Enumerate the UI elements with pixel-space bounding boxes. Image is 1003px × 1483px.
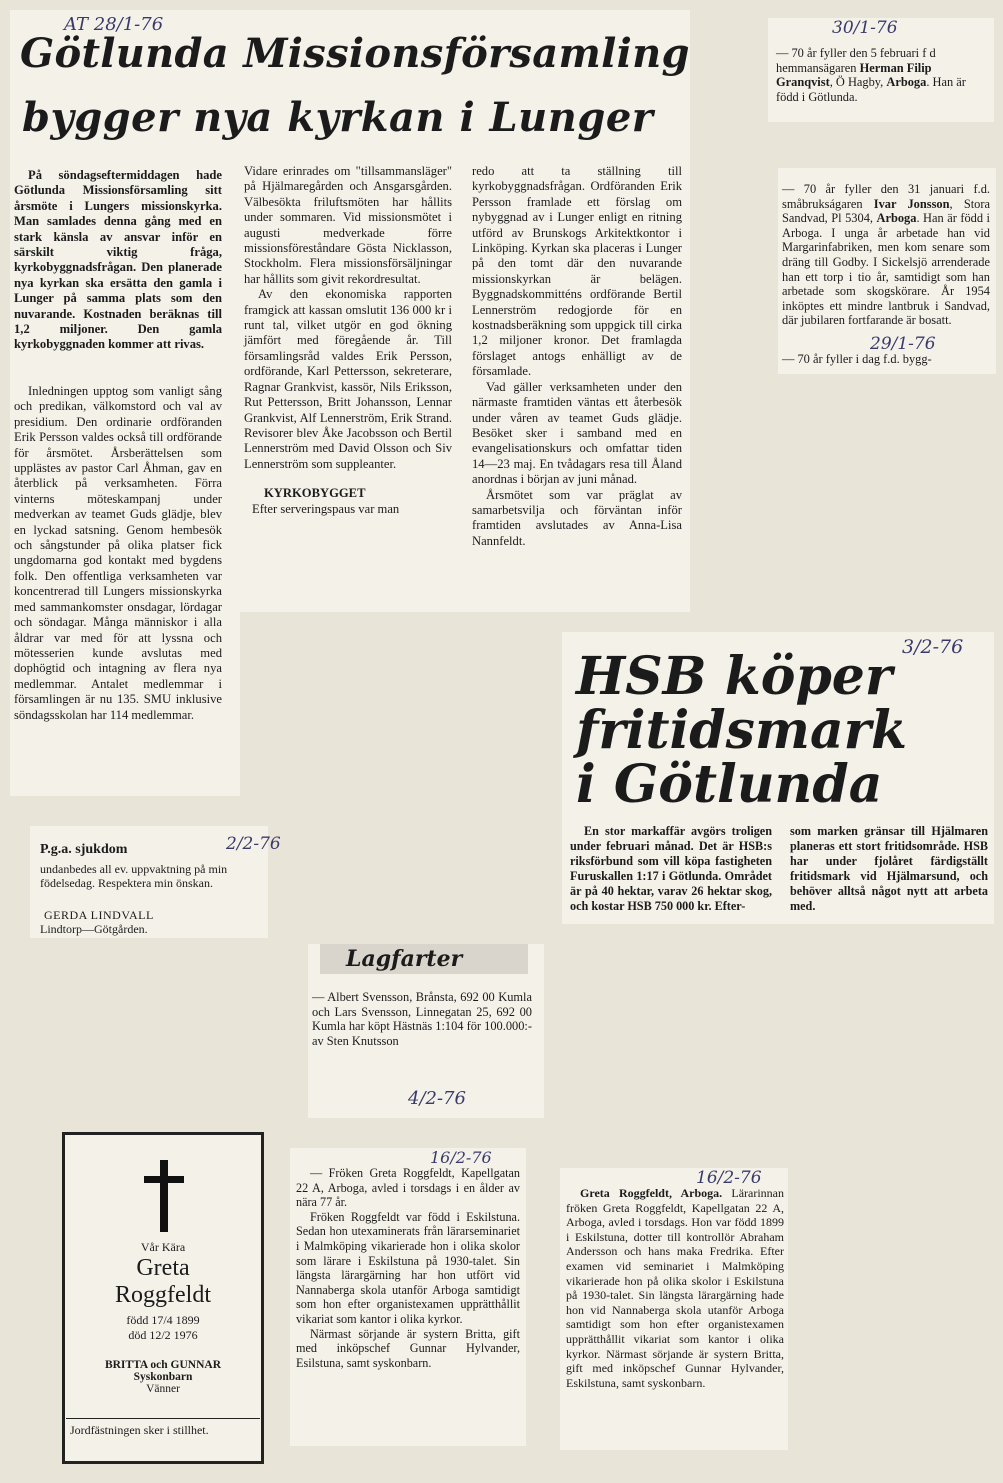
lagfarter-heading: Lagfarter [346,946,463,972]
death-notice-content [65,1236,261,1395]
sjukdom-heading: P.g.a. sjukdom [40,842,128,857]
sjukdom-signature: GERDA LINDVALL [44,908,154,922]
mission-col3a-text: redo att ta ställning till kyrkobyggnadsfrågan. Ordföranden Erik Persson framlade ett förslag om nybyggnad av i Lunger enligt en ritning utförd av Brunskogs Arkitektkontor i Linköping. Kyrkan ska placeras i Lunger på den tomt där den nuvarande missionskyrkan är belägen. Byggnadskommitténs ordförande Bertil Lennerström redogjorde för en kostnadsberäkning som uppgick till cirka 1,2 miljoner kronor. Det framlagda förslaget antogs enhälligt av de församlade. [472,164,682,379]
date-note-lagfarter: 4/2-76 [408,1088,466,1109]
date-note-jonsson: 29/1-76 [870,334,936,354]
hsb-col2-text: som marken gränsar till Hjälmaren planeras ett stort fritidsområde. HSB har under fjolåret färdigställt fritidsmark vid Hjälmarsund, och behöver alltså något nytt att arbeta med. [790,824,988,913]
obit2-text-wrap [566,1186,784,1390]
jonsson-text-pre: — 70 år fyller den 31 januari f.d. småbrukságaren [782,182,990,211]
hsb-col1-text: En stor markaffär avgörs troligen under februari månad. Det är HSB:s riksförbund som vill köpa fastigheten Furuskallen 1:17 i Götlunda. Området är på 40 hektar, varav 26 hektar skog, och kostar HSB 750 000 kr. Efter- [570,824,772,913]
jonsson-place: Arboga [876,211,917,226]
headline-hsb-line1: HSB köper [576,646,893,707]
headline-mission-line2: bygger nya kyrkan i Lunger [22,94,654,141]
mission-col3 [472,164,682,549]
headline-mission-line1: Götlunda Missionsförsamling [20,30,690,77]
death-relation2: Vänner [146,1383,180,1395]
date-note-hsb: 3/2-76 [902,636,964,658]
lagfarter-text: — Albert Svensson, Brånsta, 692 00 Kumla och Lars Svensson, Linnegatan 25, 692 00 Kumla har köpt Hästnäs 1:104 för 100.000:- av Sten Knutsson [312,990,532,1048]
mission-col2a-text: Vidare erinrades om "tillsammansläger" på Hjälmaregården och Ansgarsgården. Välbesökta friluftsmöten har hållits under sommaren. Vid missionsmötet i augusti medverkade förre missionsföreståndare Gösta Nicklasson, Stockholm. Flera missionsförsäljningar har hållits som givit rekordresultat. [244,164,452,286]
mission-col1-text: Inledningen upptog som vanligt sång och predikan, välkomstord och val av presidium. Den ordinarie ordföranden Erik Persson valdes också till ordförande för årsmötet. Årsberättelsen som upplästes av pastor Carl Åhman, gav en återblick på verksamheten. Förra vinterns möteskampanj under medverkan av teamet Guds glädje, blev en lyckad satsning. Genom hembesök och sångstunder på olika platser fick ungdomarna god kontakt med bygdens folk. Den offentliga verksamheten var koncentrerad till Lungers missionskyrka med sammankomster onsdagar, lördagar och söndagar. Många människor i alla åldrar var med för att lyssna och mötesserien kunde avslutas med dophögtid och intagning av flera nya medlemmar. Antalet medlemmar i församlingen är nu 135. SMU inklusive söndagsskolan har 114 medlemmar. [14,384,222,722]
mission-col3b-text: Vad gäller verksamheten under den närmaste framtiden väntas ett återbesök under våren av teamet Guds glädje. Besöket sker i samband med en evangelisationskurs och omfattar tiden 14—23 maj. En tvådagars resa till Åland anordnas i början av juni månad. [472,379,682,487]
death-born: född 17/4 1899 [126,1313,200,1327]
granqvist-text-mid: , Ö Hagby, [829,75,887,90]
jonsson-text-post: . Han är född i Arboga. I unga år arbetade han vid Margarinfabriken, men kom senare som dräng till Godby. I Sickelsjö arrenderade han ett torp i tio år, samtidigt som han arbetade som skogskörare. År 1954 inköptes ett mindre lantbruk i Sandvad, där jubilaren fortfarande är bosatt. [782,211,990,328]
death-first-name: Greta [136,1255,190,1281]
notice-granqvist-text [776,46,990,104]
death-relation1: Syskonbarn [133,1371,193,1383]
cross-icon [144,1160,184,1232]
date-note-granqvist: 30/1-76 [832,18,898,38]
date-note-obit1: 16/2-76 [430,1148,492,1167]
mission-col2b-text: Av den ekonomiska rapporten framgick att kassan omslutit 136 000 kr i runt tal, vilket utgör en god ökning jämfört med föregående år. Till församlingsråd valdes Erik Persson, ordförande, Karl Pettersson, sekreterare, Ragnar Grankvist, kassör, Nils Eriksson, Rut Pettersson, Britt Johansson, Lennar Grankvist, Alf Lennerström, Erik Strand. Revisorer blev Åke Jacobsson och Bertil Lennerström med David Olsson och Siv Lennerström som suppleanter. [244,287,452,471]
obit1-body [296,1166,520,1370]
mission-col2 [244,164,452,517]
obit1-p1: — Fröken Greta Roggfeldt, Kapellgatan 22 A, Arboga, avled i torsdags i en ålder av nära 77 år. [296,1166,520,1210]
headline-hsb-line3: i Götlunda [576,754,883,815]
death-divider [66,1418,260,1419]
obit2-text: Lärarinnan fröken Greta Roggfeldt, Kapellgatan 22 A, Arboga, avled i torsdags. Hon var född 1899 i Eskilstuna, dotter till kontrollör Abraham Andersson och hans maka Fredrika. Efter examen vid seminariet i Malmköping vikarierade hon på olika skolor i Eskilstuna på 1930-talet. Sin längsta lärargärning hade hon vid Nannaberga skola utanför Arboga samtidigt som hon efter organistexamen upprätthållit vikariat som kantor i olika kyrkor. Närmast sörjande är systern Britta, gift med inköpschef Gunnar Hylvander, Eskilstuna, samt syskonbarn. [566,1186,785,1390]
headline-hsb-line2: fritidsmark [576,700,908,761]
mission-col3c-text: Årsmötet som var präglat av samarbetsvilja och förväntan inför framtiden avslutades av Anna-Lisa Nannfeldt. [472,487,682,548]
hsb-col1 [570,824,772,914]
death-died: död 12/2 1976 [128,1328,198,1342]
granqvist-text-pre: — 70 år fyller den 5 februari f d hemmansägaren [776,46,936,75]
granqvist-name: Herman Filip Granqvist [776,60,932,90]
sjukdom-address: Lindtorp—Götgården. [40,922,148,936]
obit2-body [566,1186,784,1390]
granqvist-text-post: . Han är född i Götlunda. [776,75,966,104]
death-intro: Vår Kära [140,1240,186,1254]
granqvist-place: Arboga [886,75,927,90]
date-note-sjukdom: 2/2-76 [226,834,281,854]
date-note-obit2: 16/2-76 [696,1168,762,1188]
mission-col2c-text: Efter serveringspaus var man [252,501,400,516]
sjukdom-text: undanbedes all ev. uppvaktning på min födelsedag. Respektera min önskan. [40,862,228,890]
date-note-mission: AT 28/1-76 [64,14,164,35]
jonsson-trailer: — 70 år fyller i dag f.d. bygg- [782,352,932,366]
obit2-name: Greta Roggfeldt, Arboga. [580,1186,723,1200]
obit1-p2: Fröken Roggfeldt var född i Eskilstuna. Sedan hon utexaminerats från lärarseminariet i Malmköping vikarierade hon i olika skolor som lärare i Eskilstuna på 1930-talet. Sin längsta lärargärning har hon utfört vid Nannaberga skola utanför Arboga samtidigt som hon efter organistexamen upprätthållit vikariat som kantor i olika kyrkor. [296,1209,520,1326]
jonsson-text-mid: , Stora Sandvad, Pl 5304, [782,196,990,226]
death-footer: Jordfästningen sker i stillhet. [70,1423,209,1437]
hsb-col2 [790,824,988,914]
obit1-p3: Närmast sörjande är systern Britta, gift med inköpschef Gunnar Hylvander, Esilstuna, samt syskonbarn. [296,1326,520,1370]
mission-col1 [14,384,222,723]
notice-jonsson-text [782,182,990,328]
death-last-name: Roggfeldt [115,1282,211,1308]
mission-lead-text: På söndagseftermiddagen hade Götlunda Missionsförsamling sitt årsmöte i Lungers missionskyrka. Man samlades denna gång med en stark känsla av ansvar inför en särskilt viktig fråga, kyrkobyggnadsfrågan. Den planerade nya kyrkan ska ersätta den gamla i Lunger på samma plats som den nuvarande. Kostnaden beräknas till 1,2 miljoner. Den gamla kyrkobyggnaden kommer att rivas. [14,168,222,352]
death-mourners: BRITTA och GUNNAR [104,1359,222,1371]
jonsson-name: Ivar Jonsson [873,196,950,211]
mission-subhead: KYRKOBYGGET [264,486,366,501]
mission-lead [14,168,222,353]
